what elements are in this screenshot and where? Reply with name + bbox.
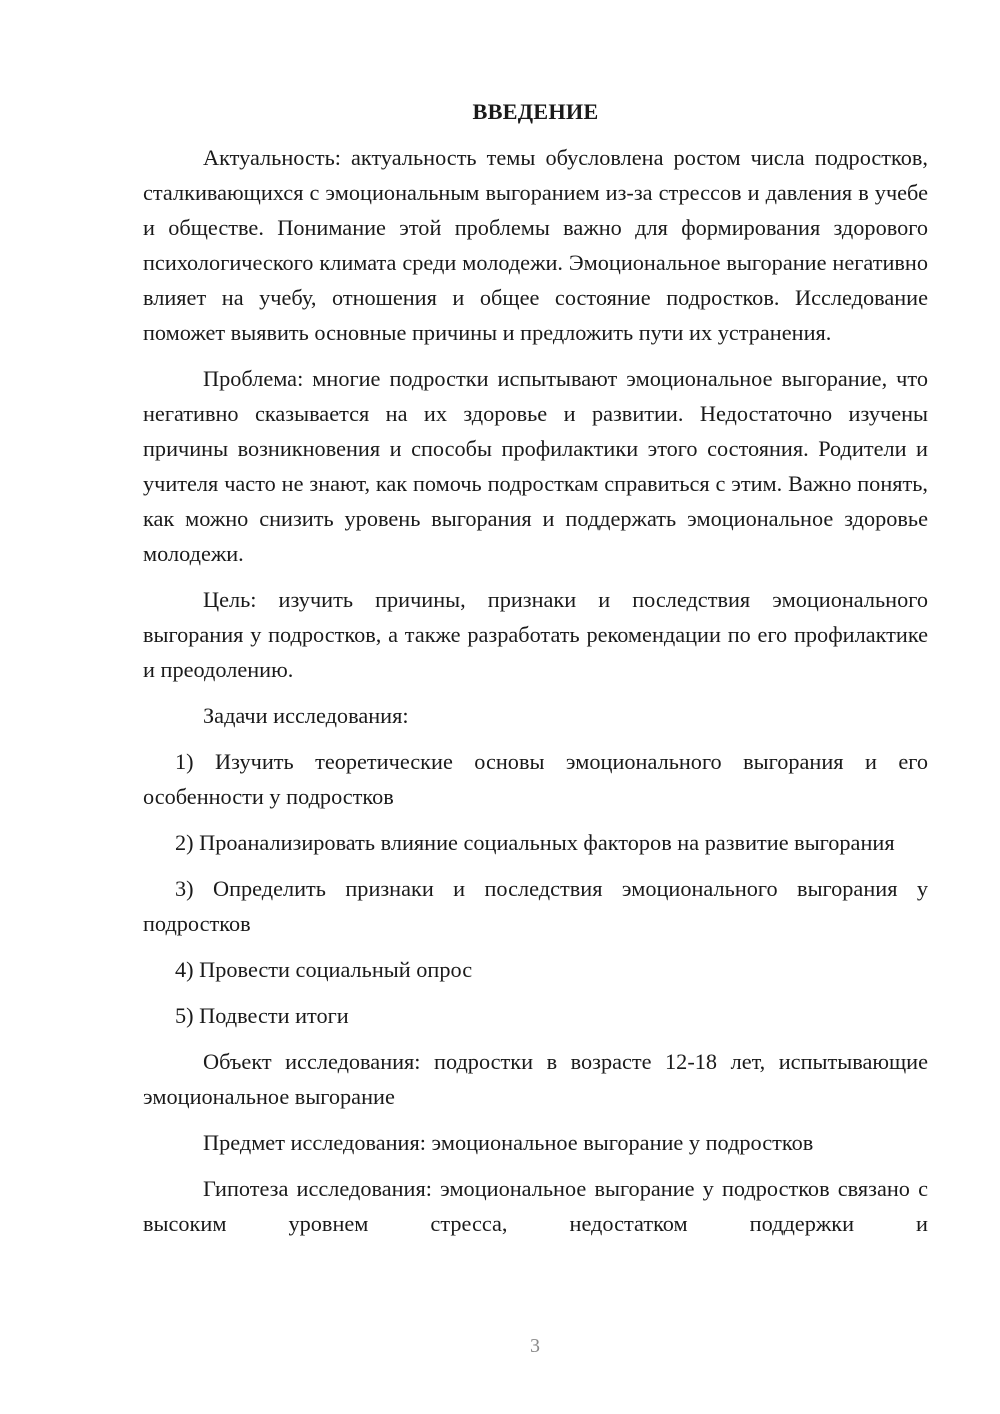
paragraph-relevance: Актуальность: актуальность темы обусловлена ростом числа подростков, сталкивающихся с эмоциональным выгоранием из-за стрессов и давления в учебе и обществе. Понимание этой проблемы важно для формирования здорового психологического климата среди молодежи. Эмоциональное выгорание негативно влияет на учебу, отношения и общее состояние подростков. Исследование поможет выявить основные причины и предложить пути их устранения. [143, 145, 928, 345]
tasks-heading: Задачи исследования: [203, 703, 409, 728]
page-number: 3 [530, 1335, 540, 1357]
task-item: 4) Провести социальный опрос [175, 957, 473, 982]
task-item: 2) Проанализировать влияние социальных факторов на развитие выгорания [175, 830, 895, 855]
task-item: 3) Определить признаки и последствия эмоционального выгорания у подростков [143, 876, 928, 936]
page-title: ВВЕДЕНИЕ [472, 99, 599, 124]
task-item: 5) Подвести итоги [175, 1003, 349, 1028]
paragraph-hypothesis: Гипотеза исследования: эмоциональное выгорание у подростков связано с высоким уровнем стресса, недостатком поддержки и [143, 1176, 928, 1236]
paragraph-subject: Предмет исследования: эмоциональное выгорание у подростков [203, 1130, 814, 1155]
paragraph-goal: Цель: изучить причины, признаки и последствия эмоционального выгорания у подростков, а также разработать рекомендации по его профилактике и преодолению. [143, 587, 928, 682]
page-content [143, 94, 928, 1252]
paragraph-object: Объект исследования: подростки в возрасте 12-18 лет, испытывающие эмоциональное выгорание [143, 1049, 928, 1109]
paragraph-problem: Проблема: многие подростки испытывают эмоциональное выгорание, что негативно сказывается на их здоровье и развитии. Недостаточно изучены причины возникновения и способы профилактики этого состояния. Родители и учителя часто не знают, как помочь подросткам справиться с этим. Важно понять, как можно снизить уровень выгорания и поддержать эмоциональное здоровье молодежи. [143, 366, 928, 566]
task-item: 1) Изучить теоретические основы эмоционального выгорания и его особенности у подростков [143, 749, 928, 809]
